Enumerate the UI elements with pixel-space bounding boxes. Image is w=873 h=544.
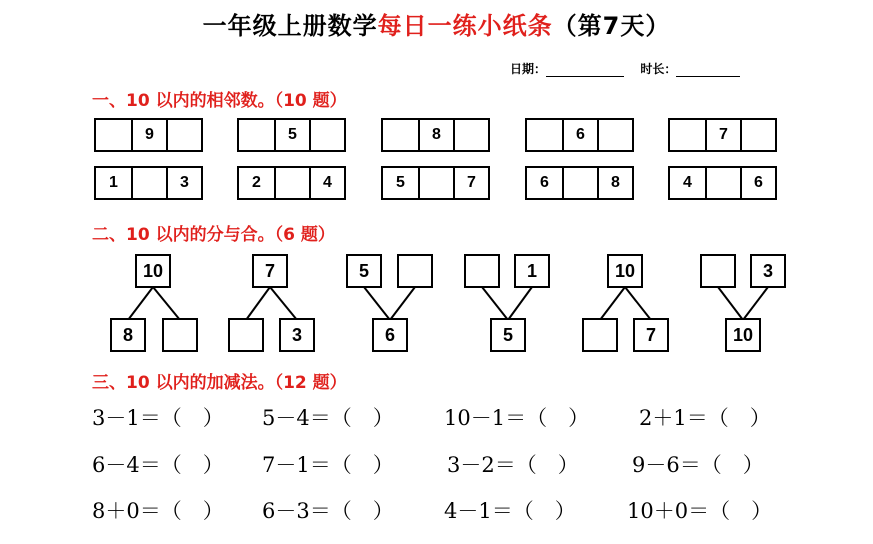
bond-line: [364, 287, 390, 320]
bond-part-box[interactable]: [397, 254, 433, 288]
bond-whole-box[interactable]: 5: [490, 318, 526, 352]
neighbor-cell[interactable]: 8: [597, 168, 632, 198]
bond-line: [600, 287, 625, 320]
equation[interactable]: 2＋1＝（ ）: [639, 406, 771, 430]
neighbor-cell[interactable]: 6: [540, 174, 549, 191]
bond-part-box[interactable]: 7: [633, 318, 669, 352]
bond-part-box[interactable]: [464, 254, 500, 288]
bond-line: [718, 287, 743, 320]
equation[interactable]: 9－6＝（ ）: [632, 453, 764, 477]
bond-line: [246, 287, 270, 320]
bond-line: [482, 287, 508, 320]
equation[interactable]: 7－1＝（ ）: [262, 453, 394, 477]
bond-part-box[interactable]: 3: [750, 254, 786, 288]
date-label: 日期：: [510, 62, 547, 76]
equation[interactable]: 10＋0＝（ ）: [627, 499, 773, 523]
bond-part-box[interactable]: [582, 318, 618, 352]
bond-line: [625, 287, 651, 320]
bond-whole-box[interactable]: 10: [725, 318, 761, 352]
bond-line: [153, 287, 180, 320]
bond-line: [743, 287, 768, 320]
equation[interactable]: 3－2＝（ ）: [447, 453, 579, 477]
title-main: 一年级上册数学: [202, 12, 378, 40]
bond-part-box[interactable]: [162, 318, 198, 352]
neighbor-cell[interactable]: 4: [683, 174, 692, 191]
equation[interactable]: 8＋0＝（ ）: [92, 499, 224, 523]
neighbor-cell[interactable]: 6: [740, 168, 775, 198]
bond-part-box[interactable]: [700, 254, 736, 288]
section-heading-arithmetic: 三、10 以内的加减法。（12 题）: [92, 373, 347, 393]
section-heading-neighbors: 一、10 以内的相邻数。（10 题）: [92, 91, 347, 111]
bond-line: [508, 287, 532, 320]
bond-line: [390, 287, 415, 320]
neighbor-cell[interactable]: 5: [274, 120, 309, 150]
bond-part-box[interactable]: 8: [110, 318, 146, 352]
bond-whole-box[interactable]: 7: [252, 254, 288, 288]
section-heading-decomposition: 二、10 以内的分与合。（6 题）: [92, 225, 335, 245]
bond-line: [270, 287, 297, 320]
bond-part-box[interactable]: [228, 318, 264, 352]
equation[interactable]: 3－1＝（ ）: [92, 406, 224, 430]
equation[interactable]: 6－4＝（ ）: [92, 453, 224, 477]
neighbor-cell[interactable]: 7: [705, 120, 740, 150]
neighbor-cell[interactable]: 6: [562, 120, 597, 150]
bond-part-box[interactable]: 3: [279, 318, 315, 352]
equation[interactable]: 6－3＝（ ）: [262, 499, 394, 523]
equation[interactable]: 5－4＝（ ）: [262, 406, 394, 430]
neighbor-cell[interactable]: 1: [109, 174, 118, 191]
bond-part-box[interactable]: 1: [514, 254, 550, 288]
bond-whole-box[interactable]: 10: [135, 254, 171, 288]
bond-whole-box[interactable]: 10: [607, 254, 643, 288]
title-highlight: 每日一练小纸条: [377, 12, 553, 40]
time-label: 时长：: [640, 62, 677, 76]
bond-part-box[interactable]: 5: [346, 254, 382, 288]
neighbor-cell[interactable]: 5: [396, 174, 405, 191]
neighbor-cell[interactable]: 9: [131, 120, 166, 150]
neighbor-cell[interactable]: 8: [418, 120, 453, 150]
bond-whole-box[interactable]: 6: [372, 318, 408, 352]
neighbor-cell[interactable]: 7: [453, 168, 488, 198]
neighbor-cell[interactable]: 4: [309, 168, 344, 198]
title-day: （第7天）: [552, 12, 671, 40]
bond-line: [128, 287, 153, 320]
neighbor-cell[interactable]: 3: [166, 168, 201, 198]
equation[interactable]: 4－1＝（ ）: [444, 499, 576, 523]
equation[interactable]: 10－1＝（ ）: [444, 406, 590, 430]
neighbor-cell[interactable]: 2: [252, 174, 261, 191]
